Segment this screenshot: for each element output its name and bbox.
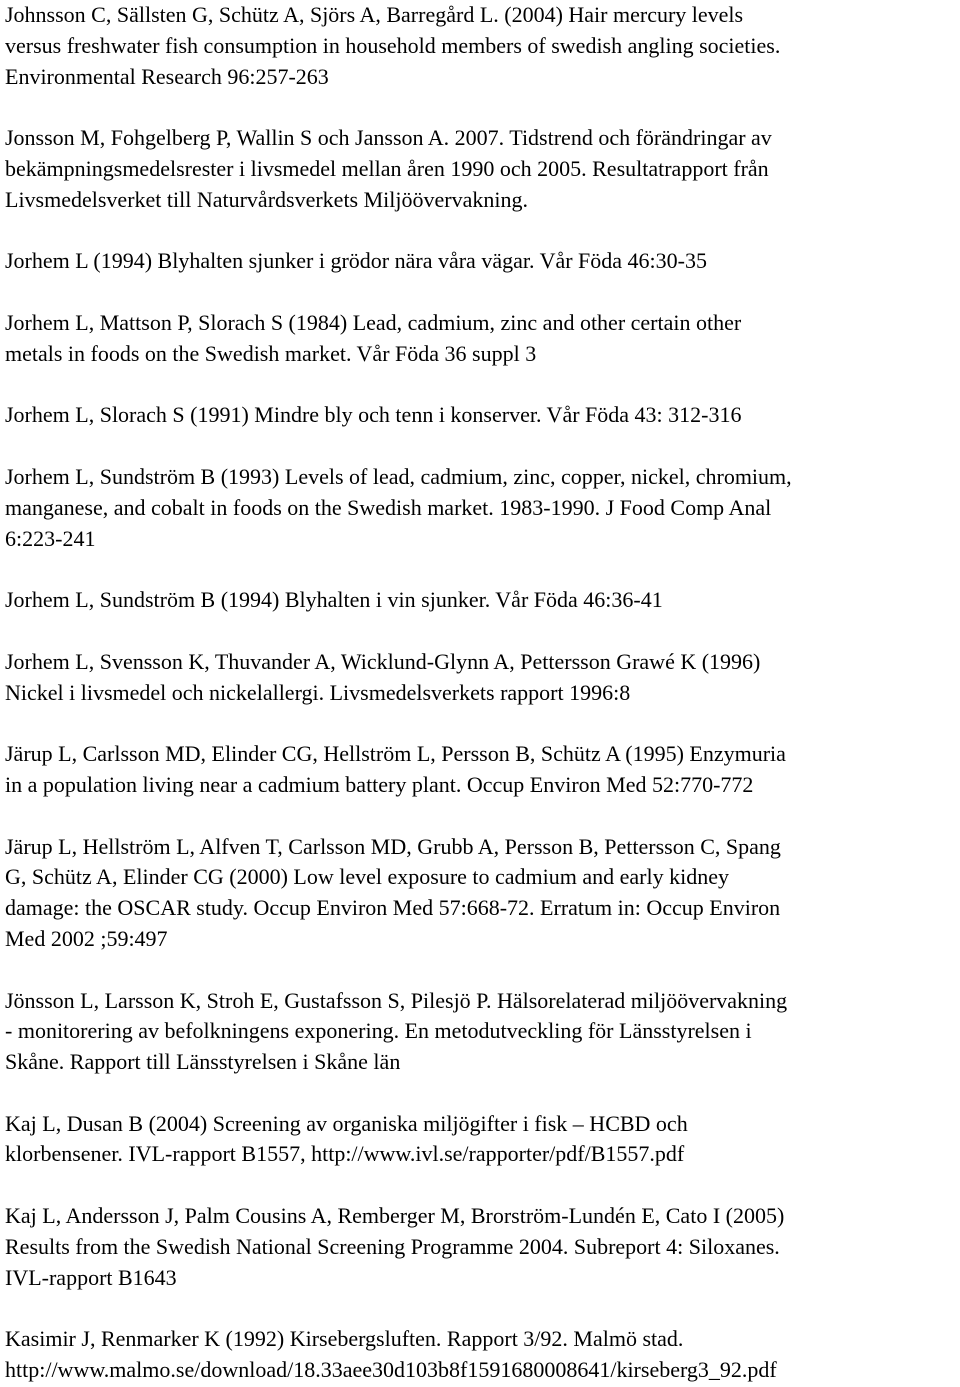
reference-line: versus freshwater fish consumption in household members of swedish angling societies. <box>5 32 781 58</box>
paragraph-gap <box>5 1293 956 1324</box>
reference-kaj-2004 <box>5 1109 956 1171</box>
reference-jarup-2000 <box>5 832 956 955</box>
paragraph-gap <box>5 801 956 832</box>
reference-johnsson-2004 <box>5 0 956 92</box>
reference-line: Jorhem L, Svensson K, Thuvander A, Wicklund-Glynn A, Pettersson Grawé K (1996) <box>5 648 761 674</box>
reference-line: Jonsson M, Fohgelberg P, Wallin S och Jansson A. 2007. Tidstrend och förändringar av <box>5 125 772 151</box>
reference-line: Jorhem L, Slorach S (1991) Mindre bly och tenn i konserver. Vår Föda 43: 312-316 <box>5 402 742 428</box>
reference-line: http://www.malmo.se/download/18.33aee30d103b8f1591680008641/kirseberg3_92.pdf <box>5 1357 777 1383</box>
reference-line: Jorhem L, Sundström B (1994) Blyhalten i vin sjunker. Vår Föda 46:36-41 <box>5 587 663 613</box>
reference-line: Results from the Swedish National Screening Programme 2004. Subreport 4: Siloxanes. <box>5 1233 780 1259</box>
reference-line: IVL-rapport B1643 <box>5 1264 177 1290</box>
reference-jorhem-1994-vin <box>5 585 956 616</box>
reference-line: Jorhem L, Mattson P, Slorach S (1984) Lead, cadmium, zinc and other certain other <box>5 309 742 335</box>
reference-jorhem-1984 <box>5 308 956 370</box>
reference-line: Environmental Research 96:257-263 <box>5 63 329 89</box>
reference-line: Johnsson C, Sällsten G, Schütz A, Sjörs A, Barregård L. (2004) Hair mercury levels <box>5 2 744 27</box>
reference-jonsson-2007 <box>5 123 956 215</box>
reference-line: bekämpningsmedelsrester i livsmedel mellan åren 1990 och 2005. Resultatrapport från <box>5 155 769 181</box>
reference-line: Kaj L, Dusan B (2004) Screening av organiska miljögifter i fisk – HCBD och <box>5 1110 688 1136</box>
reference-line: Kasimir J, Renmarker K (1992) Kirsebergsluften. Rapport 3/92. Malmö stad. <box>5 1326 684 1352</box>
reference-line: 6:223-241 <box>5 525 96 551</box>
reference-line: Med 2002 ;59:497 <box>5 925 168 951</box>
reference-line: Skåne. Rapport till Länsstyrelsen i Skåne län <box>5 1049 401 1075</box>
paragraph-gap <box>5 1078 956 1109</box>
reference-line: - monitorering av befolkningens exponering. En metodutveckling för Länsstyrelsen i <box>5 1018 752 1044</box>
paragraph-gap <box>5 616 956 647</box>
reference-kaj-2005 <box>5 1201 956 1293</box>
paragraph-gap <box>5 955 956 986</box>
reference-jorhem-1991 <box>5 400 956 431</box>
reference-jorhem-1996 <box>5 647 956 709</box>
reference-jonsson-l <box>5 986 956 1078</box>
reference-line: Jorhem L, Sundström B (1993) Levels of lead, cadmium, zinc, copper, nickel, chromium, <box>5 463 792 489</box>
reference-line: klorbensener. IVL-rapport B1557, http://www.ivl.se/rapporter/pdf/B1557.pdf <box>5 1141 685 1167</box>
reference-line: manganese, and cobalt in foods on the Swedish market. 1983-1990. J Food Comp Anal <box>5 494 772 520</box>
paragraph-gap <box>5 92 956 123</box>
paragraph-gap <box>5 370 956 401</box>
reference-jorhem-1994-blyhalten-grodor <box>5 246 956 277</box>
paragraph-gap <box>5 431 956 462</box>
reference-line: in a population living near a cadmium battery plant. Occup Environ Med 52:770-772 <box>5 771 754 797</box>
reference-line: Jönsson L, Larsson K, Stroh E, Gustafsson S, Pilesjö P. Hälsorelaterad miljöövervakning <box>5 987 788 1013</box>
paragraph-gap <box>5 216 956 247</box>
paragraph-gap <box>5 554 956 585</box>
reference-line: G, Schütz A, Elinder CG (2000) Low level exposure to cadmium and early kidney <box>5 864 729 890</box>
reference-line: metals in foods on the Swedish market. Vår Föda 36 suppl 3 <box>5 340 537 366</box>
paragraph-gap <box>5 1170 956 1201</box>
reference-line: damage: the OSCAR study. Occup Environ Med 57:668-72. Erratum in: Occup Environ <box>5 895 781 921</box>
paragraph-gap <box>5 708 956 739</box>
reference-line: Livsmedelsverket till Naturvårdsverkets Miljöövervakning. <box>5 186 528 212</box>
reference-line: Järup L, Hellström L, Alfven T, Carlsson MD, Grubb A, Persson B, Pettersson C, Spang <box>5 833 781 859</box>
reference-kasimir-1992 <box>5 1324 956 1386</box>
reference-line: Järup L, Carlsson MD, Elinder CG, Hellström L, Persson B, Schütz A (1995) Enzymuria <box>5 741 786 767</box>
reference-jarup-1995 <box>5 739 956 801</box>
reference-line: Kaj L, Andersson J, Palm Cousins A, Remberger M, Brorström-Lundén E, Cato I (2005) <box>5 1203 785 1229</box>
paragraph-gap <box>5 277 956 308</box>
reference-line: Nickel i livsmedel och nickelallergi. Livsmedelsverkets rapport 1996:8 <box>5 679 631 705</box>
reference-jorhem-1993 <box>5 462 956 554</box>
reference-line: Jorhem L (1994) Blyhalten sjunker i grödor nära våra vägar. Vår Föda 46:30-35 <box>5 248 707 274</box>
